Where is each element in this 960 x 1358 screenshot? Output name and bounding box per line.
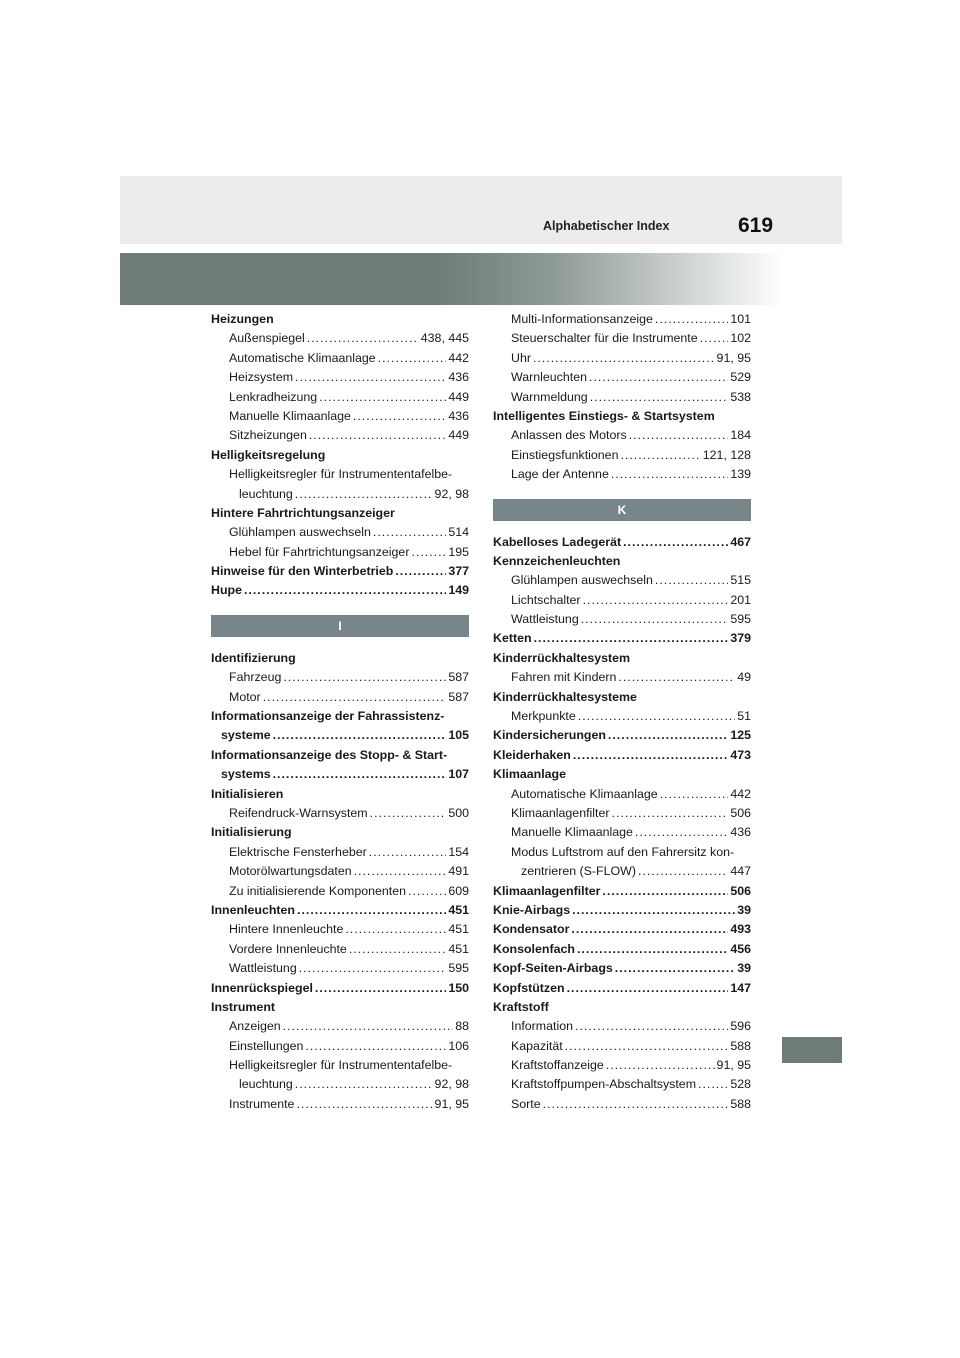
index-heading: Kinderrückhaltesystem [493, 650, 631, 665]
index-heading-continuation: systems ..... 107 [211, 765, 469, 784]
index-entry: Motor ..... 587 [211, 688, 469, 707]
section-letter-bar: I [211, 615, 469, 637]
index-heading: Kabelloses Ladegerät ..... 467 [493, 533, 751, 552]
header-band [120, 176, 842, 244]
index-entry: Reifendruck-Warnsystem ..... 500 [211, 804, 469, 823]
index-heading: Kleiderhaken ..... 473 [493, 746, 751, 765]
index-heading: Initialisierung [211, 825, 292, 840]
index-entry: Kapazität ..... 588 [493, 1037, 751, 1056]
index-entry: Klimaanlagenfilter ..... 506 [493, 804, 751, 823]
index-heading: Heizungen [211, 312, 274, 326]
index-heading: Identifizierung [211, 650, 296, 665]
index-entry: Lage der Antenne ..... 139 [493, 465, 751, 484]
index-entry: Modus Luftstrom auf den Fahrersitz kon- [511, 844, 735, 859]
decorative-gradient-bar [120, 253, 842, 305]
index-entry: Außenspiegel ..... 438, 445 [211, 329, 469, 348]
index-entry: Hebel für Fahrtrichtungsanzeiger ..... 195 [211, 543, 469, 562]
index-entry: Anzeigen ..... 88 [211, 1017, 469, 1036]
running-header-title: Alphabetischer Index [543, 219, 670, 233]
index-entry: Helligkeitsregler für Instrumententafelbe- [229, 1058, 453, 1073]
index-entry: Elektrische Fensterheber ..... 154 [211, 843, 469, 862]
index-entry: Kraftstoffanzeige ..... 91, 95 [493, 1056, 751, 1075]
index-heading: Kennzeichenleuchten [493, 553, 621, 568]
index-heading: Innenleuchten ..... 451 [211, 901, 469, 920]
index-heading: Kopfstützen ..... 147 [493, 979, 751, 998]
index-heading: Knie-Airbags ..... 39 [493, 901, 751, 920]
index-entry: Hintere Innenleuchte ..... 451 [211, 920, 469, 939]
index-heading-continuation: systeme ..... 105 [211, 726, 469, 745]
index-entry: Warnmeldung ..... 538 [493, 388, 751, 407]
index-heading: Ketten ..... 379 [493, 629, 751, 648]
index-entry: Information ..... 596 [493, 1017, 751, 1036]
index-entry: Glühlampen auswechseln ..... 515 [493, 571, 751, 590]
index-heading: Hinweise für den Winterbetrieb ..... 377 [211, 562, 469, 581]
index-entry: Motorölwartungsdaten ..... 491 [211, 862, 469, 881]
index-heading: Kraftstoff [493, 999, 549, 1014]
index-heading: Hintere Fahrtrichtungsanzeiger [211, 505, 395, 520]
index-heading: Kinderrückhaltesysteme [493, 689, 637, 704]
index-entry-continuation: zentrieren (S-FLOW) ..... 447 [493, 862, 751, 881]
index-entry: Lenkradheizung ..... 449 [211, 388, 469, 407]
index-entry: Einstellungen ..... 106 [211, 1037, 469, 1056]
page-number: 619 [738, 214, 774, 237]
index-entry: Manuelle Klimaanlage ..... 436 [493, 823, 751, 842]
index-entry: Manuelle Klimaanlage ..... 436 [211, 407, 469, 426]
index-heading: Informationsanzeige des Stopp- & Start- [211, 747, 448, 762]
index-heading: Kondensator ..... 493 [493, 920, 751, 939]
index-entry: Kraftstoffpumpen-Abschaltsystem ..... 528 [493, 1075, 751, 1094]
index-heading: Konsolenfach ..... 456 [493, 940, 751, 959]
index-entry: Uhr ..... 91, 95 [493, 349, 751, 368]
index-entry-continuation: leuchtung ..... 92, 98 [211, 1075, 469, 1094]
index-entry: Einstiegsfunktionen ..... 121, 128 [493, 446, 751, 465]
index-entry: Automatische Klimaanlage ..... 442 [493, 785, 751, 804]
index-entry: Steuerschalter für die Instrumente ..... 102 [493, 329, 751, 348]
index-heading: Klimaanlage [493, 767, 566, 782]
index-heading: Informationsanzeige der Fahrassistenz- [211, 709, 445, 724]
index-entry: Helligkeitsregler für Instrumententafelbe- [229, 467, 453, 482]
index-entry: Zu initialisierende Komponenten ..... 609 [211, 882, 469, 901]
index-heading: Klimaanlagenfilter ..... 506 [493, 882, 751, 901]
index-entry: Warnleuchten ..... 529 [493, 368, 751, 387]
index-column-right [493, 310, 751, 1114]
index-heading: Kopf-Seiten-Airbags ..... 39 [493, 959, 751, 978]
section-letter-bar: K [493, 499, 751, 521]
index-entry: Sorte ..... 588 [493, 1095, 751, 1114]
index-entry: Fahren mit Kindern ..... 49 [493, 668, 751, 687]
index-entry: Wattleistung ..... 595 [493, 610, 751, 629]
index-entry: Merkpunkte ..... 51 [493, 707, 751, 726]
index-entry: Multi-Informationsanzeige ..... 101 [493, 310, 751, 329]
chapter-thumb-tab [782, 1037, 842, 1063]
index-entry: Fahrzeug ..... 587 [211, 668, 469, 687]
index-heading: Innenrückspiegel ..... 150 [211, 979, 469, 998]
index-entry: Automatische Klimaanlage ..... 442 [211, 349, 469, 368]
index-heading: Instrument [211, 999, 276, 1014]
index-entry: Lichtschalter ..... 201 [493, 591, 751, 610]
index-column-left [211, 310, 469, 1114]
index-heading: Hupe ..... 149 [211, 581, 469, 600]
index-entry: Instrumente ..... 91, 95 [211, 1095, 469, 1114]
index-entry: Sitzheizungen ..... 449 [211, 426, 469, 445]
index-entry: Wattleistung ..... 595 [211, 959, 469, 978]
index-heading: Kindersicherungen ..... 125 [493, 726, 751, 745]
index-heading: Intelligentes Einstiegs- & Startsystem [493, 408, 715, 423]
index-entry: Glühlampen auswechseln ..... 514 [211, 523, 469, 542]
index-heading: Initialisieren [211, 786, 284, 801]
index-entry: Heizsystem ..... 436 [211, 368, 469, 387]
index-entry: Vordere Innenleuchte ..... 451 [211, 940, 469, 959]
index-entry-continuation: leuchtung ..... 92, 98 [211, 485, 469, 504]
index-heading: Helligkeitsregelung [211, 447, 326, 462]
index-entry: Anlassen des Motors ..... 184 [493, 426, 751, 445]
